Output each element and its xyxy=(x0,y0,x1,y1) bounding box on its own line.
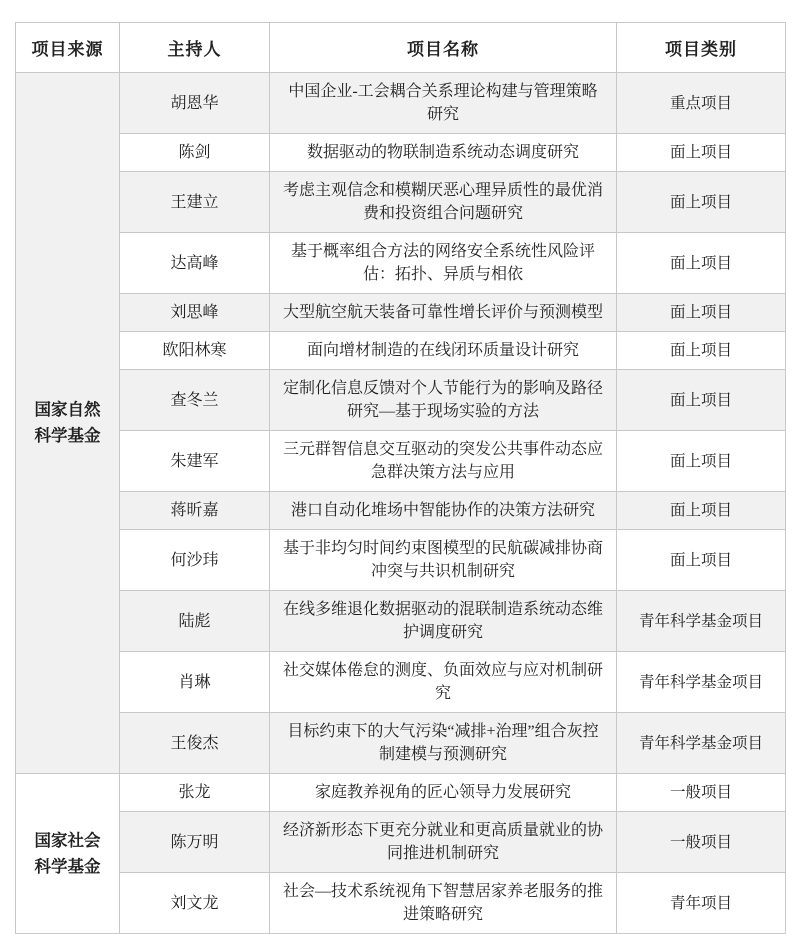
pi-cell: 陆彪 xyxy=(120,591,270,652)
title-cell: 家庭教养视角的匠心领导力发展研究 xyxy=(270,774,617,812)
category-cell: 面上项目 xyxy=(617,492,786,530)
group-source-cell: 国家社会科学基金 xyxy=(16,774,120,934)
table-row xyxy=(16,370,786,431)
pi-cell: 蒋昕嘉 xyxy=(120,492,270,530)
title-cell: 经济新形态下更充分就业和更高质量就业的协同推进机制研究 xyxy=(270,812,617,873)
category-cell: 青年项目 xyxy=(617,873,786,934)
title-cell: 大型航空航天装备可靠性增长评价与预测模型 xyxy=(270,294,617,332)
category-cell: 面上项目 xyxy=(617,370,786,431)
title-cell: 在线多维退化数据驱动的混联制造系统动态维护调度研究 xyxy=(270,591,617,652)
title-cell: 三元群智信息交互驱动的突发公共事件动态应急群决策方法与应用 xyxy=(270,431,617,492)
table-row xyxy=(16,492,786,530)
pi-cell: 陈万明 xyxy=(120,812,270,873)
table-row xyxy=(16,134,786,172)
pi-cell: 欧阳林寒 xyxy=(120,332,270,370)
category-cell: 青年科学基金项目 xyxy=(617,713,786,774)
table-row xyxy=(16,294,786,332)
title-cell: 基于非均匀时间约束图模型的民航碳减排协商冲突与共识机制研究 xyxy=(270,530,617,591)
table-body xyxy=(16,73,786,934)
title-cell: 社会—技术系统视角下智慧居家养老服务的推进策略研究 xyxy=(270,873,617,934)
table-row xyxy=(16,233,786,294)
title-cell: 定制化信息反馈对个人节能行为的影响及路径研究—基于现场实验的方法 xyxy=(270,370,617,431)
group-source-cell: 国家自然科学基金 xyxy=(16,73,120,774)
category-cell: 青年科学基金项目 xyxy=(617,591,786,652)
category-cell: 青年科学基金项目 xyxy=(617,652,786,713)
column-header-source: 项目来源 xyxy=(16,23,120,73)
pi-cell: 王俊杰 xyxy=(120,713,270,774)
title-cell: 考虑主观信念和模糊厌恶心理异质性的最优消费和投资组合问题研究 xyxy=(270,172,617,233)
category-cell: 一般项目 xyxy=(617,812,786,873)
table-row xyxy=(16,530,786,591)
column-header-category: 项目类别 xyxy=(617,23,786,73)
pi-cell: 达高峰 xyxy=(120,233,270,294)
category-cell: 面上项目 xyxy=(617,294,786,332)
header-row xyxy=(16,23,786,73)
category-cell: 重点项目 xyxy=(617,73,786,134)
title-cell: 目标约束下的大气污染“减排+治理”组合灰控制建模与预测研究 xyxy=(270,713,617,774)
table-row xyxy=(16,591,786,652)
category-cell: 面上项目 xyxy=(617,332,786,370)
table-row xyxy=(16,332,786,370)
pi-cell: 朱建军 xyxy=(120,431,270,492)
pi-cell: 何沙玮 xyxy=(120,530,270,591)
table-row xyxy=(16,431,786,492)
projects-table-container xyxy=(15,22,785,934)
pi-cell: 胡恩华 xyxy=(120,73,270,134)
column-header-pi: 主持人 xyxy=(120,23,270,73)
column-header-title: 项目名称 xyxy=(270,23,617,73)
table-row xyxy=(16,774,786,812)
category-cell: 一般项目 xyxy=(617,774,786,812)
table-row xyxy=(16,172,786,233)
pi-cell: 张龙 xyxy=(120,774,270,812)
pi-cell: 王建立 xyxy=(120,172,270,233)
pi-cell: 肖琳 xyxy=(120,652,270,713)
title-cell: 基于概率组合方法的网络安全系统性风险评估：拓扑、异质与相依 xyxy=(270,233,617,294)
projects-table xyxy=(15,22,786,934)
pi-cell: 刘思峰 xyxy=(120,294,270,332)
pi-cell: 查冬兰 xyxy=(120,370,270,431)
title-cell: 中国企业-工会耦合关系理论构建与管理策略研究 xyxy=(270,73,617,134)
title-cell: 面向增材制造的在线闭环质量设计研究 xyxy=(270,332,617,370)
table-row xyxy=(16,652,786,713)
title-cell: 社交媒体倦怠的测度、负面效应与应对机制研究 xyxy=(270,652,617,713)
table-row xyxy=(16,812,786,873)
category-cell: 面上项目 xyxy=(617,172,786,233)
title-cell: 数据驱动的物联制造系统动态调度研究 xyxy=(270,134,617,172)
title-cell: 港口自动化堆场中智能协作的决策方法研究 xyxy=(270,492,617,530)
category-cell: 面上项目 xyxy=(617,233,786,294)
category-cell: 面上项目 xyxy=(617,530,786,591)
table-row xyxy=(16,873,786,934)
table-row xyxy=(16,73,786,134)
table-row xyxy=(16,713,786,774)
category-cell: 面上项目 xyxy=(617,134,786,172)
category-cell: 面上项目 xyxy=(617,431,786,492)
pi-cell: 陈剑 xyxy=(120,134,270,172)
pi-cell: 刘文龙 xyxy=(120,873,270,934)
table-header xyxy=(16,23,786,73)
